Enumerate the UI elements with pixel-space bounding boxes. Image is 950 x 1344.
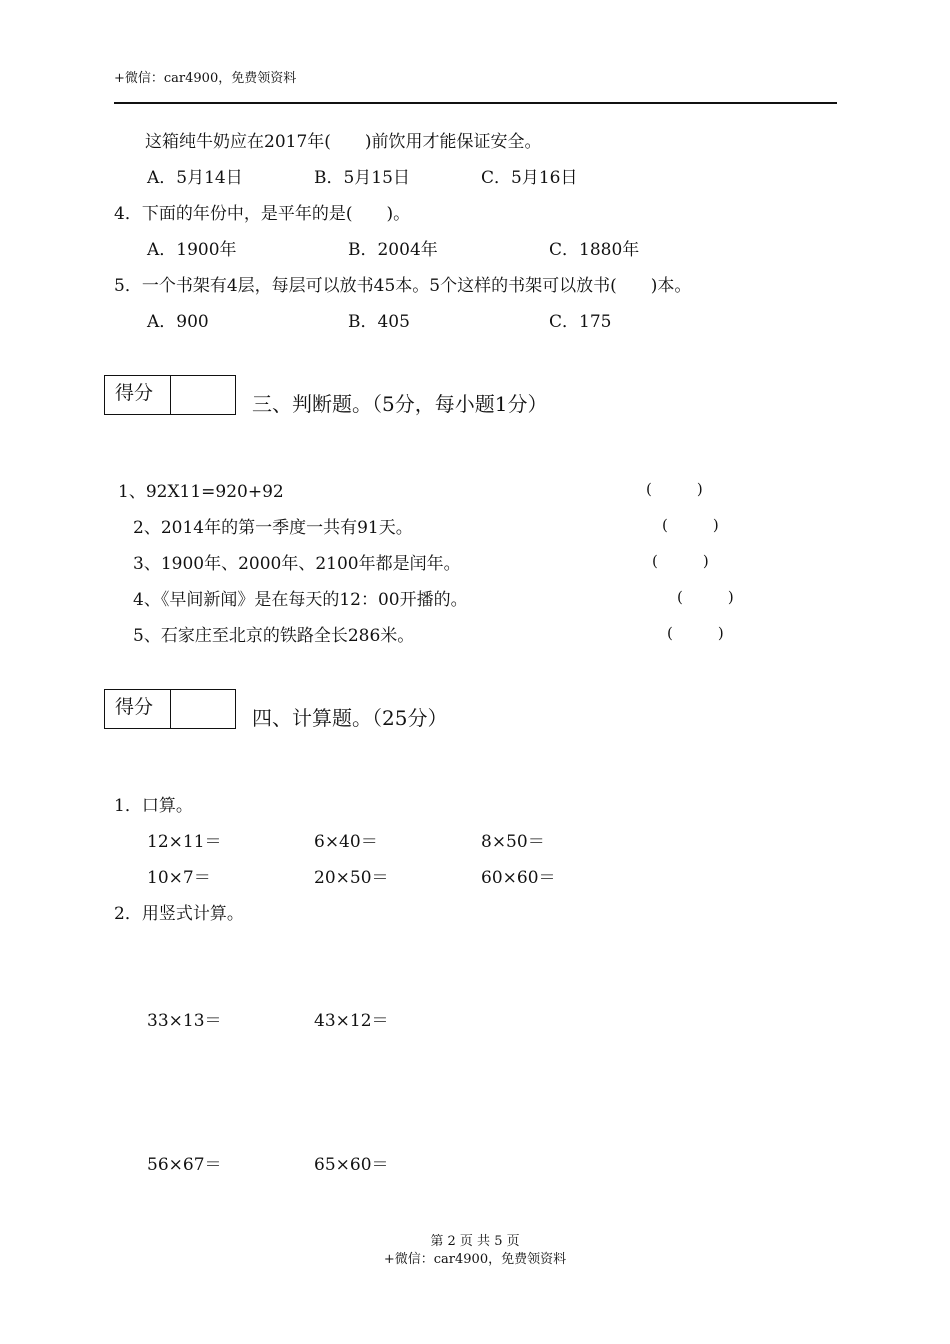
oral-calc-label: 1．口算。: [114, 796, 193, 816]
q5-option-b: B．405: [348, 312, 410, 332]
score-box-section3: [104, 375, 236, 415]
q5-stem: 5．一个书架有4层，每层可以放书45本。5个这样的书架可以放书( )本。: [114, 276, 692, 296]
header-contact: +微信：car4900，免费领资料: [114, 71, 297, 86]
q3-option-b: B．5月15日: [314, 168, 410, 188]
oral-item-3: 8×50＝: [481, 832, 545, 852]
vertical-item-2: 43×12＝: [314, 1011, 389, 1031]
judge-item-3: 3、1900年、2000年、2100年都是闰年。: [133, 554, 461, 574]
judge-item-2: 2、2014年的第一季度一共有91天。: [133, 518, 413, 538]
judge-item-1: 1、92X11=920+92: [118, 482, 284, 502]
q5-option-c: C．175: [549, 312, 612, 332]
score-label: 得分: [105, 376, 171, 414]
q4-option-a: A．1900年: [147, 240, 237, 260]
judge-item-5: 5、石家庄至北京的铁路全长286米。: [133, 626, 415, 646]
q5-option-a: A．900: [147, 312, 209, 332]
judge-answer-3[interactable]: ( ): [652, 552, 709, 570]
judge-item-4: 4、《早间新闻》是在每天的12：00开播的。: [133, 590, 468, 610]
oral-item-5: 20×50＝: [314, 868, 389, 888]
section3-title: 三、判断题。（5分，每小题1分）: [252, 392, 548, 416]
oral-item-1: 12×11＝: [147, 832, 222, 852]
oral-item-4: 10×7＝: [147, 868, 211, 888]
oral-item-6: 60×60＝: [481, 868, 556, 888]
footer-contact: +微信：car4900，免费领资料: [383, 1252, 567, 1267]
vertical-item-1: 33×13＝: [147, 1011, 222, 1031]
q3-option-c: C．5月16日: [481, 168, 578, 188]
score-label: 得分: [105, 690, 171, 728]
judge-answer-1[interactable]: ( ): [646, 480, 703, 498]
q4-option-c: C．1880年: [549, 240, 640, 260]
judge-answer-5[interactable]: ( ): [667, 624, 724, 642]
oral-item-2: 6×40＝: [314, 832, 378, 852]
header-divider: [114, 102, 837, 104]
vertical-item-4: 65×60＝: [314, 1155, 389, 1175]
section4-title: 四、计算题。（25分）: [252, 706, 448, 730]
judge-answer-2[interactable]: ( ): [662, 516, 719, 534]
score-box-section4: [104, 689, 236, 729]
score-blank[interactable]: [171, 376, 235, 414]
q3-stem: 这箱纯牛奶应在2017年( )前饮用才能保证安全。: [145, 132, 542, 152]
q4-stem: 4．下面的年份中，是平年的是( )。: [114, 204, 411, 224]
page-number: 第 2 页 共 5 页: [430, 1234, 520, 1249]
q3-option-a: A．5月14日: [147, 168, 243, 188]
vertical-calc-label: 2．用竖式计算。: [114, 904, 244, 924]
q4-option-b: B．2004年: [348, 240, 438, 260]
judge-answer-4[interactable]: ( ): [677, 588, 734, 606]
score-blank[interactable]: [171, 690, 235, 728]
vertical-item-3: 56×67＝: [147, 1155, 222, 1175]
